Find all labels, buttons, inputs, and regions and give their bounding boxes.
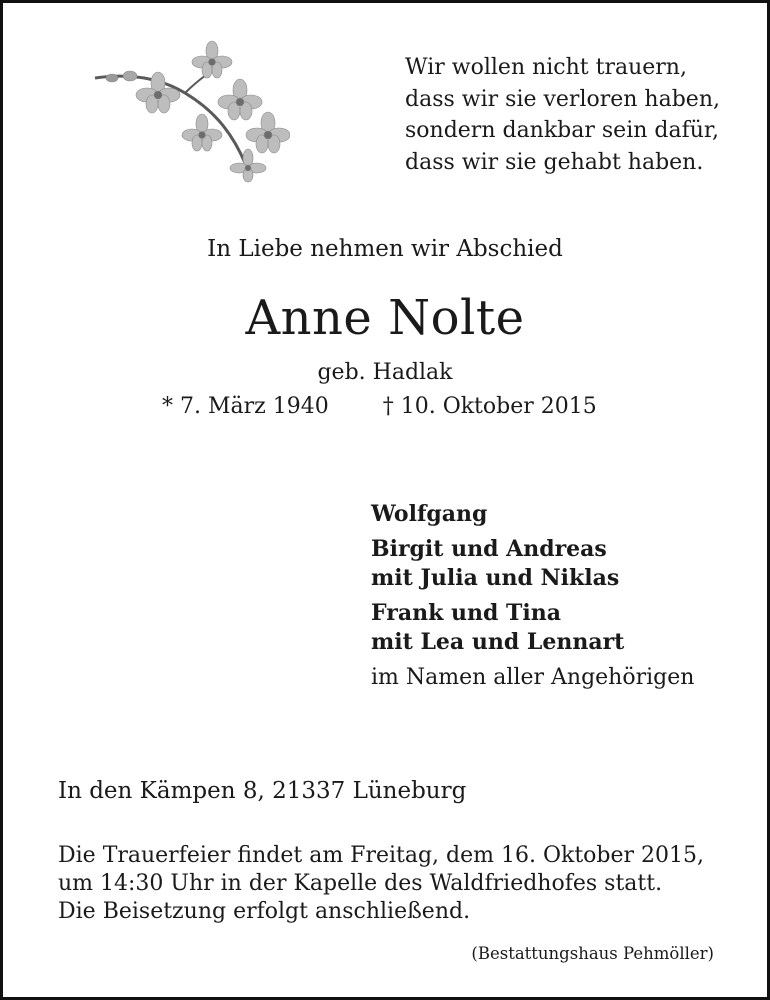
deceased-name: Anne Nolte: [245, 290, 525, 346]
funeral-home: (Bestattungshaus Pehmöller): [471, 944, 714, 963]
mourner-line: Wolfgang: [371, 501, 488, 527]
mourner-line: mit Julia und Niklas: [371, 565, 620, 591]
ceremony-line: Die Beisetzung erfolgt anschließend.: [58, 899, 471, 924]
poem-line: dass wir sie gehabt haben.: [405, 149, 704, 175]
mourner-line: Birgit und Andreas: [371, 536, 607, 562]
mourner-line: mit Lea und Lennart: [371, 629, 625, 655]
poem-line: sondern dankbar sein dafür,: [405, 118, 720, 143]
life-dates: [162, 394, 597, 419]
ceremony-info: [58, 842, 704, 926]
ceremony-line: Die Trauerfeier findet am Freitag, dem 16. Oktober 2015,: [58, 843, 705, 868]
mourner-line: Frank und Tina: [371, 600, 561, 626]
mourners-list: [371, 500, 694, 692]
ceremony-line: um 14:30 Uhr in der Kapelle des Waldfriedhofes statt.: [58, 871, 663, 896]
orchid-branch-icon: [90, 38, 290, 183]
birth-name: geb. Hadlak: [317, 360, 453, 385]
mourners-closing: im Namen aller Angehörigen: [371, 665, 695, 690]
death-date: † 10. Oktober 2015: [382, 394, 597, 419]
poem-line: dass wir sie verloren haben,: [405, 86, 720, 112]
birth-date: * 7. März 1940: [162, 394, 329, 419]
farewell-intro: In Liebe nehmen wir Abschied: [207, 236, 563, 262]
poem-line: Wir wollen nicht trauern,: [405, 55, 687, 80]
poem: [405, 52, 720, 178]
family-address: In den Kämpen 8, 21337 Lüneburg: [58, 778, 467, 804]
